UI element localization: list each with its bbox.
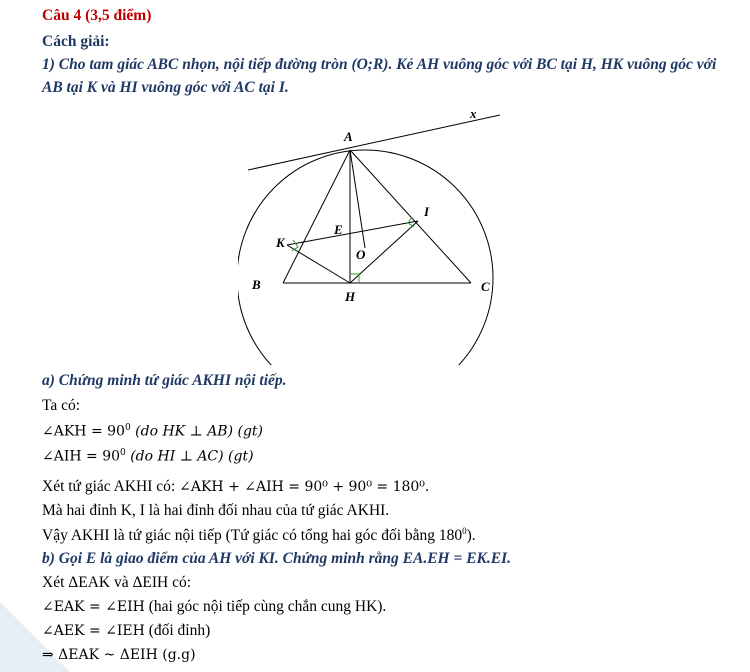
label-h: H <box>345 289 356 304</box>
part-b-eq2: ∠AEK = ∠IEH (đối đỉnh) <box>42 622 211 639</box>
label-o: O <box>356 247 366 262</box>
method-heading: Cách giải: <box>42 33 110 50</box>
part-a-title: a) Chứng minh tứ giác AKHI nội tiếp. <box>42 372 287 389</box>
part-b-title: b) Gọi E là giao điểm của AH với KI. Chứng minh rằng EA.EH = EK.EI. <box>42 550 511 567</box>
part-b-xet: Xét ΔEAK và ΔEIH có: <box>42 574 192 591</box>
label-e: E <box>334 222 343 237</box>
segment-ac <box>350 150 471 283</box>
right-angle-k <box>292 240 298 251</box>
label-k: K <box>276 235 285 250</box>
part-b-eq3: ⇒ ΔEAK ~ ΔEIH (g.g) <box>42 647 196 663</box>
label-b: B <box>252 277 261 292</box>
problem-line-2: AB tại K và HI vuông góc với AC tại I. <box>42 79 289 96</box>
question-heading: Câu 4 (3,5 điểm) <box>42 7 152 24</box>
part-a-eq1: ∠AKH = $90^0$ (do HK ⊥ AB) (gt) <box>42 423 264 440</box>
part-a-eq2: ∠AIH = $90^0$ (do HI ⊥ AC) (gt) <box>42 448 254 465</box>
circle-o <box>238 150 493 365</box>
part-a-opposite: Mà hai đỉnh K, I là hai đỉnh đối nhau của tứ giác AKHI. <box>42 502 390 519</box>
label-c: C <box>481 279 490 294</box>
part-a-ta-co: Ta có: <box>42 397 81 414</box>
label-a: A <box>344 129 353 144</box>
label-x: x <box>470 106 477 121</box>
part-a-conclusion: Vậy AKHI là tứ giác nội tiếp (Tứ giác có tổng hai góc đối bằng $180^0$). <box>42 526 476 545</box>
geometry-diagram <box>238 100 508 365</box>
part-b-eq1: ∠EAK = ∠EIH (hai góc nội tiếp cùng chắn cung HK). <box>42 598 387 615</box>
problem-line-1: 1) Cho tam giác ABC nhọn, nội tiếp đường tròn (O;R). Kẻ AH vuông góc với BC tại H, HK vuông góc với <box>42 56 717 73</box>
tangent-line-ax <box>248 115 500 170</box>
part-a-xet: Xét tứ giác AKHI có: ∠AKH + ∠AIH = 90⁰ + 90⁰ = 180⁰. <box>42 478 430 495</box>
label-i: I <box>424 204 430 219</box>
segment-hk <box>287 245 350 283</box>
segment-ki <box>287 221 418 245</box>
